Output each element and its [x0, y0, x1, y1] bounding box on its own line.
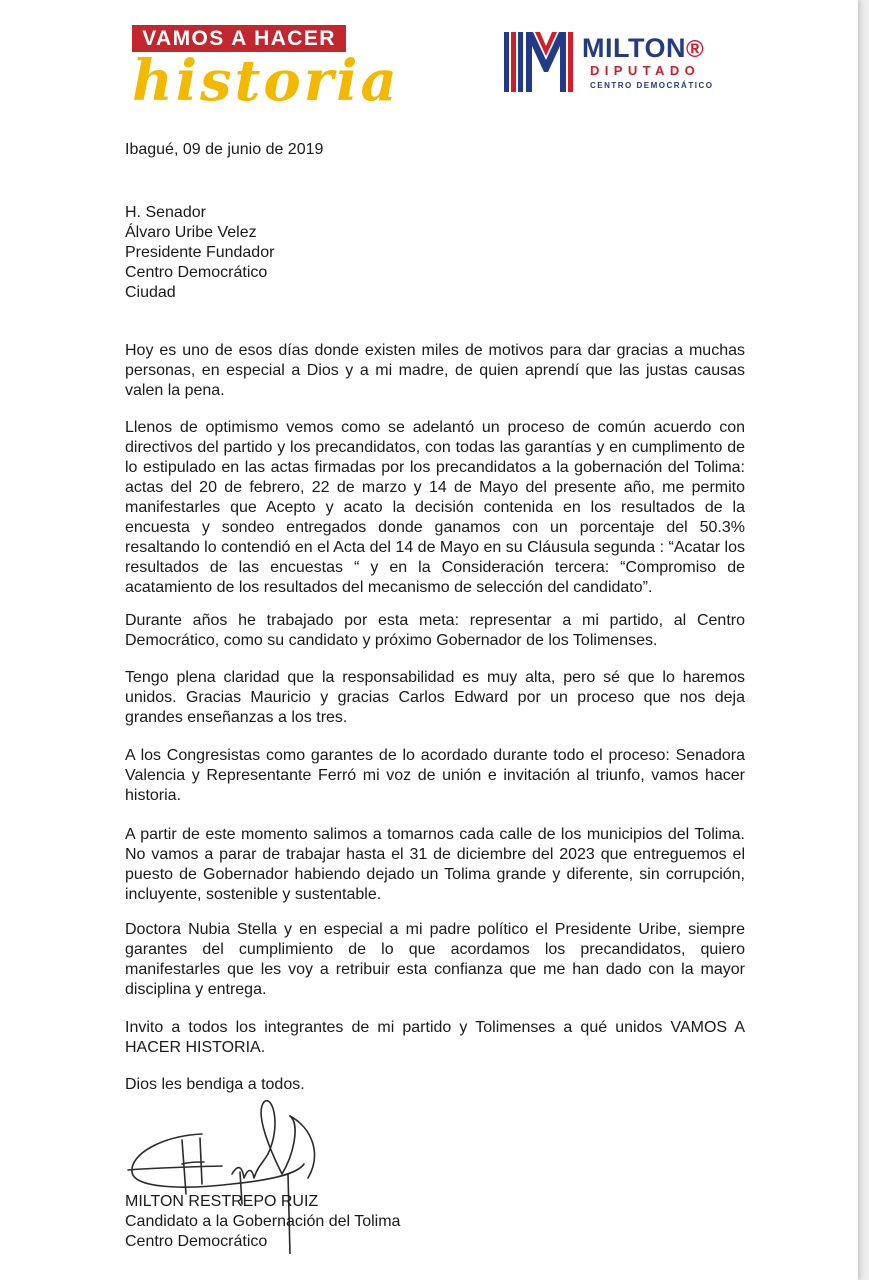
- body-paragraph: Tengo plena claridad que la responsabilidad es muy alta, pero sé que lo haremos unidos. Gracias Mauricio y gracias Carlos Edward por un proceso que nos deja grandes enseñanzas a los tres.: [125, 669, 745, 726]
- body-paragraph: Invito a todos los integrantes de mi partido y Tolimenses a qué unidos VAMOS A HACER HISTORIA.: [125, 1019, 745, 1056]
- body-paragraph: A partir de este momento salimos a tomarnos cada calle de los municipios del Tolima. No vamos a parar de trabajar hasta el 31 de diciembre del 2023 que entreguemos el puesto de Gobernador habiendo dejado un Tolima grande y diferente, sin corrupción, incluyente, sostenible y sustentable.: [125, 826, 745, 903]
- logo-role: DIPUTADO: [590, 63, 701, 78]
- closing-line: Dios les bendiga a todos.: [125, 1076, 305, 1093]
- milton-diputado-logo: [502, 30, 742, 96]
- recipient-line: Centro Democrático: [125, 264, 268, 281]
- signer-party: Centro Democrático: [125, 1233, 268, 1250]
- logo-name-text: MILTON: [582, 33, 686, 63]
- recipient-line: H. Senador: [125, 204, 206, 221]
- body-paragraph: A los Congresistas como garantes de lo acordado durante todo el proceso: Senadora Valencia y Representante Ferró mi voz de unión e invitación al triunfo, vamos hacer historia.: [125, 747, 745, 804]
- recipient-block: [125, 203, 745, 303]
- signer-name: MILTON RESTREPO RUIZ: [125, 1193, 319, 1210]
- vamos-a-hacer-historia-logo: [128, 22, 400, 114]
- body-paragraph: Hoy es uno de esos días donde existen miles de motivos para dar gracias a muchas personas, en especial a Dios y a mi madre, de quien aprendí que las justas causas valen la pena.: [125, 342, 745, 399]
- body-paragraph: Doctora Nubia Stella y en especial a mi padre político el Presidente Uribe, siempre garantes del cumplimiento de lo que acordamos los precandidatos, quiero manifestarles que les voy a retribuir esta confianza que me han dado con la mayor disciplina y entrega.: [125, 921, 745, 998]
- body-paragraph: Llenos de optimismo vemos como se adelantó un proceso de común acuerdo con directivos del partido y los precandidatos, con todas las garantías y en cumplimento de lo estipulado en las actas firmadas por los precandidatos a la gobernación del Tolima: actas del 20 de febrero, 22 de marzo y 14 de Mayo del presente año, me permito manifestarles que Acepto y acato la decisión contenida en los resultados de la encuesta y sondeo entregados donde ganamos con un porcentaje del 50.3% resaltando lo contendió en el Acta del 14 de Mayo en su Cláusula segunda : “Acatar los resultados de las encuestas “ y en la Consideración tercera: “Compromiso de acatamiento de los resultados del mecanismo de selección del candidato”.: [125, 419, 745, 596]
- recipient-line: Álvaro Uribe Velez: [125, 224, 257, 241]
- logo-banner-text: VAMOS A HACER: [132, 25, 346, 52]
- signer-block: [125, 1192, 745, 1252]
- recipient-line: Ciudad: [125, 284, 176, 301]
- logo-name: [582, 33, 704, 65]
- letter-date: Ibagué, 09 de junio de 2019: [125, 141, 324, 158]
- logo-party: CENTRO DEMOCRÁTICO: [590, 81, 714, 90]
- logo-script-text: historia: [132, 48, 400, 114]
- milton-monogram-icon: [502, 30, 578, 94]
- signer-title: Candidato a la Gobernación del Tolima: [125, 1213, 401, 1230]
- recipient-line: Presidente Fundador: [125, 244, 275, 261]
- registered-mark: ®: [686, 36, 705, 63]
- body-paragraph: Durante años he trabajado por esta meta: representar a mi partido, al Centro Democrático, como su candidato y próximo Gobernador de los Tolimenses.: [125, 612, 745, 649]
